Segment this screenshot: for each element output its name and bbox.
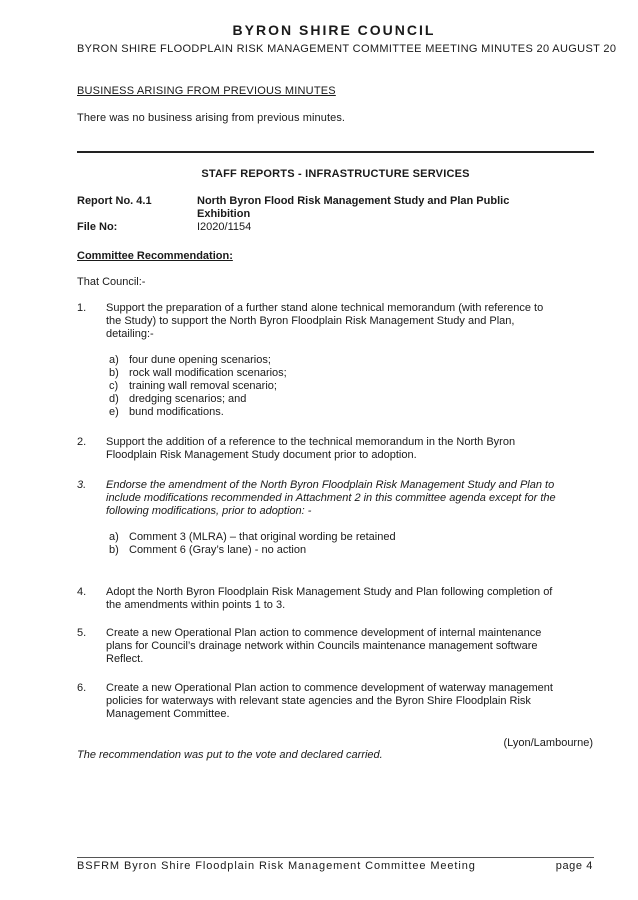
item-3-sub-b-letter: b) [109, 544, 119, 556]
item-3-number: 3. [77, 479, 87, 491]
item-1-sub-c-text: training wall removal scenario; [129, 380, 277, 392]
item-3-sub-a-letter: a) [109, 531, 119, 543]
meeting-subtitle: BYRON SHIRE FLOODPLAIN RISK MANAGEMENT COMMITTEE MEETING MINUTES 20 AUGUST 20 [77, 43, 617, 55]
file-number-value: I2020/1154 [197, 221, 252, 233]
item-3-sub-b-text: Comment 6 (Gray’s lane) - no action [129, 544, 307, 556]
item-3-sub-a-text: Comment 3 (MLRA) – that original wording be retained [129, 531, 396, 543]
item-1-sub-e-letter: e) [109, 406, 119, 418]
committee-recommendation-heading: Committee Recommendation: [77, 250, 233, 262]
council-name: BYRON SHIRE COUNCIL [232, 22, 436, 38]
item-1-sub-e-text: bund modifications. [129, 406, 224, 418]
mover-seconder: (Lyon/Lambourne) [503, 737, 593, 749]
section-divider [77, 151, 594, 153]
item-1-line-2: the Study) to support the North Byron Floodplain Risk Management Study and Plan, [106, 315, 515, 327]
business-arising-heading: BUSINESS ARISING FROM PREVIOUS MINUTES [77, 85, 336, 97]
report-title-line-2: Exhibition [197, 208, 251, 220]
report-number-label: Report No. 4.1 [77, 195, 152, 207]
staff-reports-heading: STAFF REPORTS - INFRASTRUCTURE SERVICES [201, 168, 470, 180]
item-5-line-3: Reflect. [106, 653, 144, 665]
item-1-sub-a-letter: a) [109, 354, 119, 366]
item-4-number: 4. [77, 586, 87, 598]
item-6-line-1: Create a new Operational Plan action to commence development of waterway management [106, 682, 553, 694]
item-3-line-3: following modifications, prior to adoption: - [106, 505, 312, 517]
item-1-sub-b-text: rock wall modification scenarios; [129, 367, 287, 379]
item-1-number: 1. [77, 302, 87, 314]
footer-meeting-name: BSFRM Byron Shire Floodplain Risk Management Committee Meeting [77, 860, 476, 872]
item-6-number: 6. [77, 682, 87, 694]
item-1-line-1: Support the preparation of a further stand alone technical memorandum (with reference to [106, 302, 544, 314]
item-2-number: 2. [77, 436, 87, 448]
item-2-line-1: Support the addition of a reference to the technical memorandum in the North Byron [106, 436, 516, 448]
item-1-sub-d-text: dredging scenarios; and [129, 393, 247, 405]
item-2-line-2: Floodplain Risk Management Study document prior to adoption. [106, 449, 417, 461]
recommendation-intro: That Council:- [77, 276, 146, 288]
vote-result: The recommendation was put to the vote and declared carried. [77, 749, 383, 761]
report-title-line-1: North Byron Flood Risk Management Study and Plan Public [197, 195, 510, 207]
item-4-line-1: Adopt the North Byron Floodplain Risk Management Study and Plan following completion of [106, 586, 553, 598]
item-6-line-3: Management Committee. [106, 708, 230, 720]
item-5-number: 5. [77, 627, 87, 639]
footer-divider [77, 857, 594, 858]
item-1-line-3: detailing:- [106, 328, 154, 340]
item-4-line-2: the amendments within points 1 to 3. [106, 599, 286, 611]
item-5-line-1: Create a new Operational Plan action to commence development of internal maintenance [106, 627, 542, 639]
item-5-line-2: plans for Council’s drainage network within Councils maintenance management software [106, 640, 538, 652]
item-1-sub-d-letter: d) [109, 393, 119, 405]
item-1-sub-a-text: four dune opening scenarios; [129, 354, 271, 366]
footer-page-number: page 4 [555, 860, 593, 872]
item-6-line-2: policies for waterways with relevant state agencies and the Byron Shire Floodplain Risk [106, 695, 531, 707]
item-3-line-1: Endorse the amendment of the North Byron Floodplain Risk Management Study and Plan to [106, 479, 555, 491]
item-3-line-2: include modifications recommended in Attachment 2 in this committee agenda except for the [106, 492, 556, 504]
item-1-sub-c-letter: c) [109, 380, 119, 392]
business-arising-text: There was no business arising from previous minutes. [77, 112, 346, 124]
file-number-label: File No: [77, 221, 118, 233]
item-1-sub-b-letter: b) [109, 367, 119, 379]
